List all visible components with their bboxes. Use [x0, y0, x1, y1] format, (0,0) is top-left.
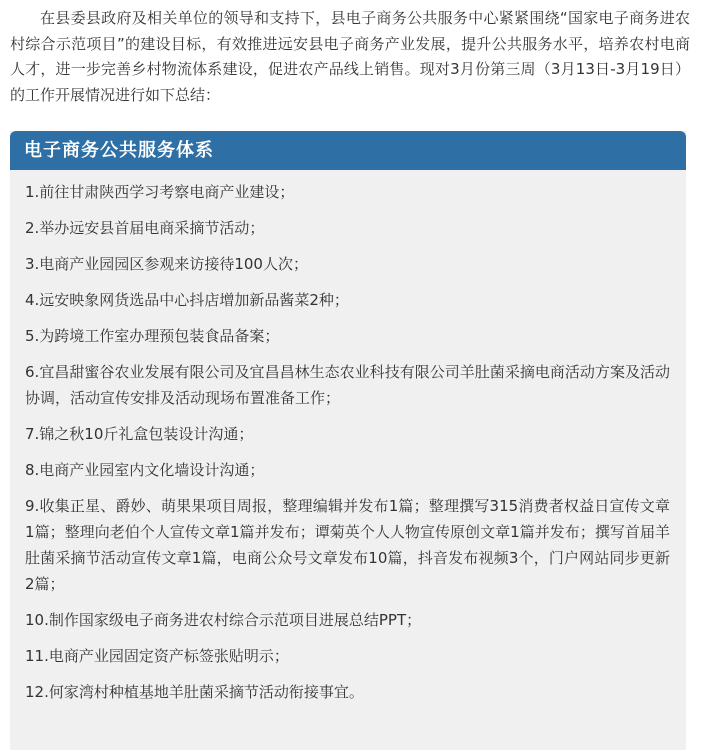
list-item: 12.何家湾村种植基地羊肚菌采摘节活动衔接事宜。 — [25, 683, 364, 701]
list-item: 10.制作国家级电子商务进农村综合示范项目进展总结PPT； — [25, 611, 422, 629]
list-item: 4.远安映象网货选品中心抖店增加新品酱菜2种； — [25, 291, 349, 309]
list-item: 9.收集正星、爵妙、萌果果项目周报，整理编辑并发布1篇；整理撰写315消费者权益日宣传文章1篇；整理向老伯个人宣传文章1篇并发布；谭菊英个人人物宣传原创文章1篇并发布；撰写首届羊肚菌采摘节活动宣传文章1篇，电商公众号文章发布10篇，抖音发布视频3个，门户网站同步更新2篇； — [25, 497, 670, 593]
list-item: 8.电商产业园室内文化墙设计沟通； — [25, 461, 265, 479]
section-title: 电子商务公共服务体系 — [10, 131, 686, 170]
list-item: 11.电商产业园固定资产标签张贴明示； — [25, 647, 289, 665]
service-system-section — [10, 131, 686, 750]
work-items-list — [10, 179, 686, 705]
list-item: 5.为跨境工作室办理预包装食品备案； — [25, 327, 280, 345]
list-item: 6.宜昌甜蜜谷农业发展有限公司及宜昌昌林生态农业科技有限公司羊肚菌采摘电商活动方案及活动协调，活动宣传安排及活动现场布置准备工作； — [25, 363, 670, 407]
list-item: 7.锦之秋10斤礼盒包装设计沟通； — [25, 425, 254, 443]
list-item: 1.前往甘肃陕西学习考察电商产业建设； — [25, 183, 295, 201]
list-item: 3.电商产业园园区参观来访接待100人次； — [25, 255, 308, 273]
intro-paragraph: 在县委县政府及相关单位的领导和支持下，县电子商务公共服务中心紧紧围绕“国家电子商务进农村综合示范项目”的建设目标，有效推进远安县电子商务产业发展，提升公共服务水平，培养农村电商人才，进一步完善乡村物流体系建设，促进农产品线上销售。现对3月份第三周（3月13日-3月19日）的工作开展情况进行如下总结： — [10, 9, 690, 104]
list-item: 2.举办远安县首届电商采摘节活动； — [25, 219, 265, 237]
